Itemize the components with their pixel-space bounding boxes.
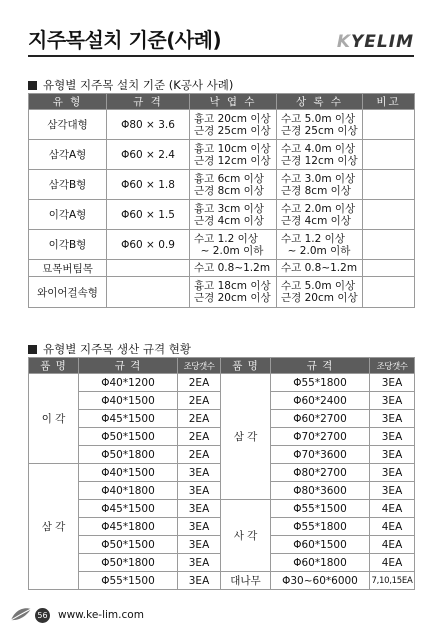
table-row — [29, 374, 415, 392]
remark-cell — [363, 230, 415, 260]
logo-text: YELIM — [351, 32, 414, 52]
spec-cell: Φ55*1500 — [271, 500, 370, 518]
spec-cell: Φ30~60*6000 — [271, 572, 370, 590]
count-cell: 3EA — [370, 410, 415, 428]
remark-cell — [363, 170, 415, 200]
evergreen-line: 근경 4cm 이상 — [281, 214, 351, 227]
section2-heading — [28, 341, 191, 357]
deciduous-line: 수고 1.2 이상 — [194, 232, 258, 245]
spec-cell: Φ80 × 3.6 — [107, 110, 190, 140]
table1-header-cell: 유 형 — [29, 94, 107, 110]
evergreen-line: 수고 1.2 이상 — [281, 232, 345, 245]
type-cell: 삼각A형 — [29, 140, 107, 170]
company-logo — [337, 32, 414, 52]
section2-heading-text: 유형별 지주목 생산 규격 현황 — [43, 342, 191, 356]
deciduous-line: 흉고 10cm 이상 — [194, 142, 271, 155]
count-cell: 3EA — [178, 500, 221, 518]
count-cell: 3EA — [370, 464, 415, 482]
product-name-cell: 삼 각 — [29, 464, 79, 590]
type-cell: 삼각B형 — [29, 170, 107, 200]
product-name-cell: 사 각 — [221, 500, 271, 572]
product-name-cell: 삼 각 — [221, 374, 271, 500]
title-underline — [28, 55, 414, 57]
evergreen-line: 근경 20cm 이상 — [281, 292, 358, 304]
type-cell: 이각A형 — [29, 200, 107, 230]
count-cell: 3EA — [178, 464, 221, 482]
evergreen-line: 근경 25cm 이상 — [281, 124, 358, 137]
count-cell: 3EA — [370, 374, 415, 392]
count-cell: 3EA — [370, 428, 415, 446]
deciduous-line: ~ 2.0m 이하 — [194, 244, 264, 257]
deciduous-cell — [190, 140, 277, 170]
type-cell: 와이어걸속형 — [29, 277, 107, 308]
page-footer — [10, 604, 210, 628]
spec-cell: Φ40*1800 — [79, 482, 178, 500]
evergreen-cell — [277, 200, 363, 230]
page-header — [28, 24, 414, 64]
logo-k: K — [336, 32, 351, 52]
spec-cell: Φ60*2700 — [271, 410, 370, 428]
table1-header-cell: 상 록 수 — [277, 94, 363, 110]
table-row — [29, 170, 415, 200]
table-row — [29, 572, 415, 590]
type-cell: 묘목버팀목 — [29, 260, 107, 277]
count-cell: 4EA — [370, 554, 415, 572]
count-cell: 3EA — [178, 536, 221, 554]
count-cell: 4EA — [370, 536, 415, 554]
table-row — [29, 277, 415, 308]
evergreen-cell — [277, 260, 363, 277]
deciduous-cell — [190, 260, 277, 277]
count-cell: 2EA — [178, 428, 221, 446]
spec-cell: Φ60 × 1.5 — [107, 200, 190, 230]
table2-header-cell: 규 격 — [271, 358, 370, 374]
spec-cell: Φ60 × 1.8 — [107, 170, 190, 200]
deciduous-cell — [190, 277, 277, 308]
production-spec-table — [28, 357, 415, 590]
spec-cell — [107, 260, 190, 277]
spec-cell: Φ55*1500 — [79, 572, 178, 590]
spec-cell: Φ40*1200 — [79, 374, 178, 392]
remark-cell — [363, 200, 415, 230]
spec-cell: Φ40*1500 — [79, 464, 178, 482]
count-cell: 7,10,15EA — [370, 572, 415, 590]
spec-cell: Φ50*1800 — [79, 554, 178, 572]
count-cell: 4EA — [370, 500, 415, 518]
support-standard-table — [28, 93, 415, 308]
square-bullet-icon — [28, 345, 37, 354]
count-cell: 3EA — [178, 554, 221, 572]
evergreen-line: ~ 2.0m 이하 — [281, 244, 351, 257]
deciduous-line: 근경 8cm 이상 — [194, 184, 264, 197]
table2-header-cell: 규 격 — [79, 358, 178, 374]
spec-cell: Φ60 × 0.9 — [107, 230, 190, 260]
deciduous-line: 근경 20cm 이상 — [194, 292, 271, 304]
spec-cell — [107, 277, 190, 308]
count-cell: 2EA — [178, 410, 221, 428]
spec-cell: Φ55*1800 — [271, 518, 370, 536]
table-row — [29, 260, 415, 277]
website-url: www.ke-lim.com — [58, 609, 144, 621]
count-cell: 2EA — [178, 446, 221, 464]
evergreen-cell — [277, 230, 363, 260]
product-name-cell: 이 각 — [29, 374, 79, 464]
remark-cell — [363, 110, 415, 140]
spec-cell: Φ60*2400 — [271, 392, 370, 410]
deciduous-line: 근경 12cm 이상 — [194, 154, 271, 167]
count-cell: 3EA — [178, 518, 221, 536]
spec-cell: Φ55*1800 — [271, 374, 370, 392]
deciduous-cell — [190, 110, 277, 140]
count-cell: 3EA — [370, 446, 415, 464]
deciduous-line: 흉고 3cm 이상 — [194, 202, 264, 215]
deciduous-line: 수고 0.8~1.2m — [194, 262, 271, 274]
table-row — [29, 200, 415, 230]
spec-cell: Φ45*1500 — [79, 500, 178, 518]
remark-cell — [363, 277, 415, 308]
spec-cell: Φ60*1800 — [271, 554, 370, 572]
spec-cell: Φ40*1500 — [79, 392, 178, 410]
deciduous-cell — [190, 200, 277, 230]
deciduous-cell — [190, 170, 277, 200]
evergreen-cell — [277, 140, 363, 170]
evergreen-line: 수고 4.0m 이상 — [281, 142, 356, 155]
spec-cell: Φ80*3600 — [271, 482, 370, 500]
deciduous-cell — [190, 230, 277, 260]
evergreen-line: 근경 12cm 이상 — [281, 154, 358, 167]
table1-header-cell: 비고 — [363, 94, 415, 110]
page-number: 56 — [35, 608, 50, 623]
table1-header-cell: 낙 엽 수 — [190, 94, 277, 110]
table2-header-cell: 품 명 — [29, 358, 79, 374]
type-cell: 삼각대형 — [29, 110, 107, 140]
count-cell: 3EA — [178, 572, 221, 590]
evergreen-cell — [277, 170, 363, 200]
spec-cell: Φ70*2700 — [271, 428, 370, 446]
deciduous-line: 근경 25cm 이상 — [194, 124, 271, 137]
table2-header-cell: 품 명 — [221, 358, 271, 374]
deciduous-line: 흉고 18cm 이상 — [194, 280, 271, 292]
spec-cell: Φ80*2700 — [271, 464, 370, 482]
page-title: 지주목설치 기준(사례) — [28, 28, 222, 52]
count-cell: 4EA — [370, 518, 415, 536]
evergreen-line: 수고 5.0m 이상 — [281, 112, 356, 125]
count-cell: 3EA — [370, 392, 415, 410]
evergreen-line: 수고 0.8~1.2m — [281, 262, 358, 274]
deciduous-line: 근경 4cm 이상 — [194, 214, 264, 227]
leaf-icon — [10, 606, 32, 622]
square-bullet-icon — [28, 81, 37, 90]
evergreen-cell — [277, 277, 363, 308]
spec-cell: Φ60*1500 — [271, 536, 370, 554]
evergreen-line: 근경 8cm 이상 — [281, 184, 351, 197]
table2-header-cell: 조당갯수 — [370, 358, 415, 374]
table-row — [29, 500, 415, 518]
spec-cell: Φ60 × 2.4 — [107, 140, 190, 170]
spec-cell: Φ45*1500 — [79, 410, 178, 428]
spec-cell: Φ70*3600 — [271, 446, 370, 464]
type-cell: 이각B형 — [29, 230, 107, 260]
spec-cell: Φ50*1500 — [79, 536, 178, 554]
spec-cell: Φ50*1500 — [79, 428, 178, 446]
deciduous-line: 흉고 20cm 이상 — [194, 112, 271, 125]
table-row — [29, 230, 415, 260]
remark-cell — [363, 140, 415, 170]
evergreen-line: 수고 2.0m 이상 — [281, 202, 356, 215]
count-cell: 3EA — [370, 482, 415, 500]
deciduous-line: 흉고 6cm 이상 — [194, 172, 264, 185]
table-row — [29, 110, 415, 140]
count-cell: 2EA — [178, 374, 221, 392]
remark-cell — [363, 260, 415, 277]
section1-heading-text: 유형별 지주목 설치 기준 (K공사 사례) — [43, 78, 234, 92]
count-cell: 3EA — [178, 482, 221, 500]
table2-header-cell: 조당갯수 — [178, 358, 221, 374]
evergreen-line: 수고 5.0m 이상 — [281, 280, 356, 292]
section1-heading — [28, 77, 233, 93]
table-row — [29, 140, 415, 170]
product-name-cell: 대나무 — [221, 572, 271, 590]
spec-cell: Φ50*1800 — [79, 446, 178, 464]
evergreen-line: 수고 3.0m 이상 — [281, 172, 356, 185]
count-cell: 2EA — [178, 392, 221, 410]
table1-header-cell: 규 격 — [107, 94, 190, 110]
spec-cell: Φ45*1800 — [79, 518, 178, 536]
evergreen-cell — [277, 110, 363, 140]
